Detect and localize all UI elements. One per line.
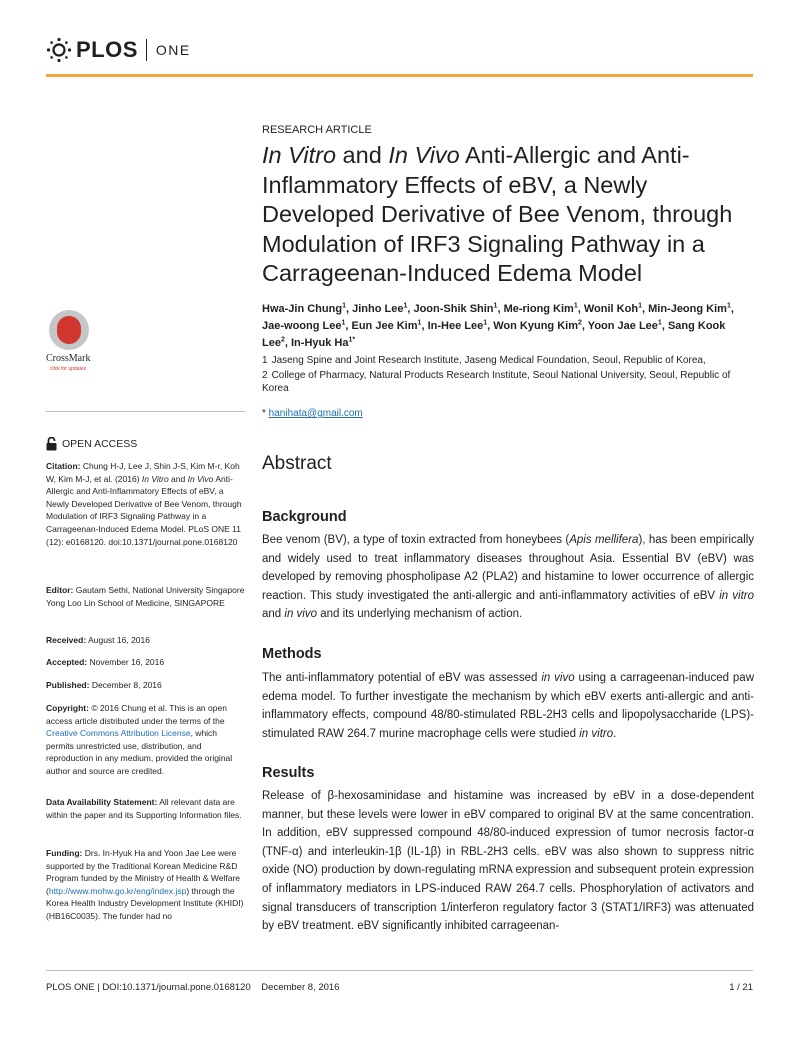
open-lock-icon: [46, 437, 57, 451]
author-name: Wonil Koh: [583, 303, 639, 315]
author-name: Jae-woong Lee: [262, 320, 342, 332]
background-paragraph: [262, 531, 754, 624]
paragraph-text: ), has been empirically and widely used to treat inflammatory diseases throughout Asia. Essential BV (eBV) was developed by removing phospholipase A2 (PLA2) and histamine to lower occurrence of allergic reaction. This study investigated the anti-allergic and anti-inflammatory activities of eBV: [262, 534, 754, 602]
paragraph-text: using a carrageenan-induced paw edema model. To further investigate the mechanism by which eBV exerts anti-allergic and anti-inflammatory effects, compound 48/80-stimulated RBL-2H3 cells and lipopolysaccharide (LPS)-stimulated RAW 264.7 murine macrophage cells were studied: [262, 672, 754, 740]
author-affiliation-marker: 1: [417, 319, 422, 327]
corresponding-email-link[interactable]: hanihata@gmail.com: [268, 408, 363, 419]
author-affiliation-marker: 1: [403, 302, 408, 310]
results-paragraph: Release of β-hexosaminidase and histamine was increased by eBV in a dose-dependent manner, but these levels were lower in eBV compared to original BV at the same concentration. In addition, eBV suppressed compound 48/80-induced expression of tumor necrosis factor-α (TNF-α) and interleukin-1β (IL-1β) in RBL-2H3 cells. eBV was also shown to suppress nitric oxide (NO) production by down-regulating mRNA expression and subsequent protein expression of inflammatory mediators in LPS-induced RAW 264.7 cells. Phosphorylation of activators and signal transducers of transcription 1/interferon regulatory factor 3 (STAT1/IRF3) was attenuated by eBV treatment. eBV significantly inhibited carrageenan-: [262, 790, 754, 933]
received-date: August 16, 2016: [86, 635, 150, 645]
abstract-heading: Abstract: [262, 453, 332, 474]
affiliation-number: 1: [262, 355, 268, 366]
citation-block: [46, 460, 246, 548]
copyright-label: Copyright:: [46, 703, 89, 713]
author-affiliation-marker: 1*: [348, 336, 356, 344]
funding-link[interactable]: http://www.mohw.go.kr/eng/index.jsp: [48, 885, 187, 896]
affiliation-number: 2: [262, 370, 268, 381]
author-affiliation-marker: 1: [342, 302, 346, 310]
footer-rule: [46, 970, 753, 971]
received-label: Received:: [46, 635, 87, 645]
citation-italic: In Vivo: [187, 473, 214, 484]
editor-text: Gautam Sethi, National University Singapore Yong Loo Lin School of Medicine, SINGAPORE: [46, 585, 245, 608]
citation-text: and: [168, 473, 188, 484]
published-block: [46, 679, 246, 692]
article-type: RESEARCH ARTICLE: [262, 124, 372, 136]
accepted-date: November 16, 2016: [87, 657, 165, 667]
data-availability-block: [46, 796, 246, 821]
article-title: [262, 141, 762, 289]
published-date: December 8, 2016: [89, 680, 162, 690]
funding-block: [46, 847, 246, 923]
paragraph-italic: Apis mellifera: [569, 534, 639, 546]
citation-text: Anti-Allergic and Anti-Inflammatory Effects of eBV, a Newly Developed Derivative of Bee Venom, through Modulation of IRF3 Signaling Pathway in a Carrageenan-Induced Edema Model. PLoS ONE 11 (12): e0168120. doi:10.1371/journal.pone.0168120: [46, 473, 242, 547]
author-name: Jinho Lee: [352, 303, 404, 315]
author-name: Hwa-Jin Chung: [262, 303, 343, 315]
plos-logo[interactable]: [46, 36, 191, 64]
published-label: Published:: [46, 680, 90, 690]
author-name: Won Kyung Kim: [493, 320, 578, 332]
corresponding-author: [262, 408, 363, 419]
logo-plos-text: PLOS: [76, 37, 138, 62]
author-name: Joon-Shik Shin: [413, 303, 494, 315]
affiliation-1: [262, 354, 752, 367]
author-affiliation-marker: 1: [638, 302, 642, 310]
author-name: Eun Jee Kim: [351, 320, 418, 332]
paragraph-italic: in vivo: [284, 608, 317, 621]
funding-label: Funding:: [46, 848, 83, 858]
funding-text: ) through the Korea Health Industry Development Institute (KHIDI) (HB16C0035). The funder had no: [46, 885, 244, 921]
author-affiliation-marker: 2: [280, 336, 285, 344]
corresponding-marker: *: [262, 408, 269, 419]
methods-heading: Methods: [262, 646, 322, 662]
page-number: 1 / 21: [729, 982, 753, 993]
data-availability-label: Data Availability Statement:: [46, 797, 158, 807]
funding-text: Drs. In-Hyuk Ha and Yoon Jae Lee were supported by the Traditional Korean Medicine R&D Program funded by the Ministry of Health & Welfare (: [46, 848, 241, 896]
open-access-badge: [46, 437, 137, 451]
paragraph-text: Bee venom (BV), a type of toxin extracted from honeybees (: [262, 534, 570, 546]
crossmark-label: CrossMark: [46, 353, 91, 364]
title-italic: In Vivo: [388, 142, 460, 168]
paragraph-text: and its underlying mechanism of action.: [317, 608, 523, 621]
data-availability-text: All relevant data are within the paper and its Supporting Information files.: [46, 797, 242, 820]
paragraph-italic: in vivo: [541, 672, 575, 684]
author-list: Hwa-Jin Chung$^1$, Jinho Lee$^1$, Joon-Shik Shin$^1$, Me-riong Kim$^1$, Wonil Koh$^1$, Min-Jeong Kim$^1$, Jae-woong Lee$^1$, Eun Jee Kim$^1$, In-Hee Lee$^1$, Won Kyung Kim$^2$, Yoon Jae Lee$^1$, Sang Kook Lee$^2$, In-Hyuk $Ha^{1*}$: [262, 302, 734, 349]
paragraph-text: The anti-inflammatory potential of eBV was assessed: [262, 672, 542, 684]
accepted-block: [46, 656, 246, 669]
copyright-text: © 2016 Chung et al. This is an open access article distributed under the terms of the: [46, 703, 227, 726]
editor-block: [46, 584, 246, 609]
title-text: Anti-Allergic and Anti-Inflammatory Effects of eBV, a Newly Developed Derivative of Bee Venom, through Modulation of IRF3 Signaling Pathway in a Carrageenan-Induced Edema Model: [262, 142, 733, 286]
paragraph-italic: in vitro: [719, 589, 754, 602]
author-name: Me-riong Kim: [503, 303, 574, 315]
crossmark-icon-inner: [57, 316, 81, 344]
results-heading: Results: [262, 765, 315, 781]
author-affiliation-marker: 2: [577, 319, 582, 327]
header-rule: [46, 74, 753, 77]
footer-citation: PLOS ONE | DOI:10.1371/journal.pone.0168120 December 8, 2016: [46, 982, 340, 993]
author-name: Min-Jeong Kim: [648, 303, 727, 315]
background-heading: Background: [262, 509, 347, 525]
paragraph-text: .: [613, 727, 617, 740]
sidebar-rule: [46, 411, 245, 412]
crossmark-sub-label: click for updates: [50, 366, 87, 372]
citation-label: Citation:: [46, 461, 81, 471]
crossmark-badge[interactable]: [46, 310, 106, 380]
title-italic: In Vitro: [262, 142, 337, 168]
logo-one-text: ONE: [155, 42, 191, 58]
affiliation-text: Jaseng Spine and Joint Research Institute, Jaseng Medical Foundation, Seoul, Republic of Korea,: [271, 355, 706, 366]
author-name: In-Hyuk Ha: [291, 337, 349, 349]
received-block: [46, 634, 246, 647]
affiliation-text: College of Pharmacy, Natural Products Research Institute, Seoul National University, Seoul, Republic of Korea: [262, 370, 731, 394]
paragraph-italic: in vitro: [579, 727, 614, 740]
author-affiliation-marker: 1: [341, 319, 346, 327]
title-text: and: [336, 142, 389, 168]
affiliation-2: [262, 369, 752, 395]
citation-text: Chung H-J, Lee J, Shin J-S, Kim M-r, Koh W, Kim M-J, et al. (2016): [46, 461, 240, 484]
citation-italic: In Vitro: [141, 473, 169, 484]
author-affiliation-marker: 1: [573, 302, 578, 310]
author-affiliation-marker: 1: [657, 319, 662, 327]
logo-divider: [146, 39, 147, 61]
license-link[interactable]: Creative Commons Attribution License: [46, 728, 191, 739]
author-name: In-Hee Lee: [427, 320, 484, 332]
author-name: Sang Kook Lee: [262, 320, 726, 349]
methods-paragraph: [262, 669, 754, 743]
paragraph-text: and: [262, 608, 285, 621]
copyright-block: [46, 702, 246, 778]
copyright-text: , which permits unrestricted use, distribution, and reproduction in any medium, provided the original author and source are credited.: [46, 728, 233, 776]
author-affiliation-marker: 1: [483, 319, 488, 327]
author-affiliation-marker: 1: [726, 302, 731, 310]
plos-sunburst-icon: [46, 37, 72, 63]
author-name: Yoon Jae Lee: [587, 320, 658, 332]
editor-label: Editor:: [46, 585, 74, 595]
open-access-label: OPEN ACCESS: [62, 438, 138, 450]
author-affiliation-marker: 1: [493, 302, 498, 310]
accepted-label: Accepted:: [46, 657, 88, 667]
